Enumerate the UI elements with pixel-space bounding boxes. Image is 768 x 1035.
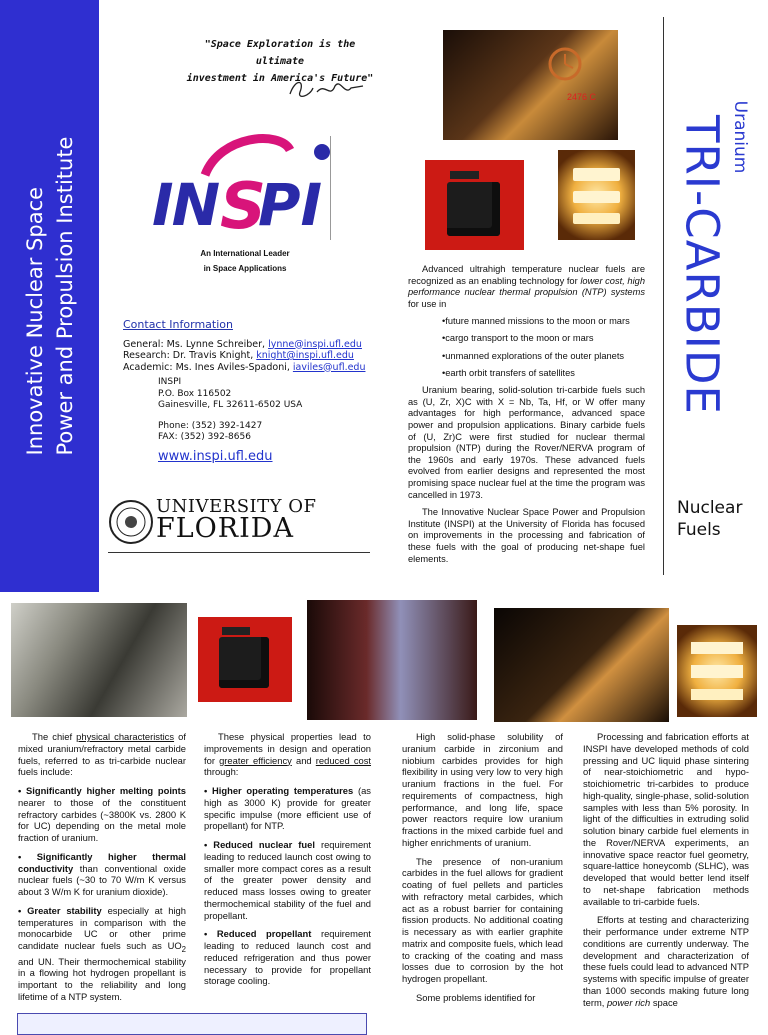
contact-academic: Academic: Ms. Ines Aviles-Spadoni, iaviles@ufl.edu — [123, 361, 366, 373]
title-nuclear-fuels: Nuclear Fuels — [677, 498, 743, 540]
signature-image — [285, 74, 370, 104]
list-item: •earth orbit transfers of satellites — [442, 367, 575, 378]
title-uranium: Uranium — [730, 100, 750, 174]
website-link[interactable]: www.inspi.ufl.edu — [158, 449, 273, 464]
glowing-fuel-photo — [677, 625, 757, 717]
column-characteristics: The chief physical characteristics of mixed uranium/refractory metal carbide fuels, referred to as tri-carbide nuclear fuels include: • Significantly higher melting points nearer to those of the constituent refractory carbides (~3800K vs. 2800 K for UC) depending on the metal mole fraction of uranium. • Significantly higher thermal conductivity than conventional oxide nuclear fuels (~30 to 70 W/m K versus about 3 W/m K for uranium dioxide). • Greater stability especially at high temperatures in comparison with the monocarbide UC or other prime candidate nuclear fuels such as $UO_2$ and UN. Their thermochemical stability in a flowing hot hydrogen propellant is important to the reliability and long lifetime of a NTP system. — [18, 731, 186, 1002]
tagline: An International Leader in Space Applications — [200, 249, 290, 273]
contact-research: Research: Dr. Travis Knight, knight@inspi.ufl.edu — [123, 350, 354, 361]
column-solubility: High solid-phase solubility of uranium carbide in zirconium and niobium carbides provides for high flexibility in using very low to very high uranium fractions in the fuel. For requirements of compactness, high performance, and long life, space power reactors require low uranium fractions in the mixed carbide fuel and higher enrichments of uranium. The presence of non-uranium carbides in the fuel allows for gradient coating of fuel pellets and particles with refractory metal carbides, which act as a robust barrier for containing fission products. No additional coating is necessary as with earlier graphite matrix and composite fuels, which lead to cracking of the coating and mass losses due to corrosion by the hot hydrogen propellant. Some problems identified for — [402, 731, 564, 1003]
lab-photo-pyrometer — [443, 30, 618, 140]
temperature-label: 2476 C — [566, 92, 596, 102]
general-email-link[interactable]: lynne@inspi.ufl.edu — [268, 338, 362, 350]
logo-divider — [330, 136, 331, 240]
list-item: •unmanned explorations of the outer planets — [442, 350, 625, 361]
svg-text:PI: PI — [258, 171, 323, 239]
intro-text: Advanced ultrahigh temperature nuclear fuels are recognized as an enabling technology for lower cost, high performance nuclear thermal propulsion (NTP) systems for use in •future manned missions to the moon or mars •cargo transport to the moon or mars •unmanned explorations of the outer planets •earth orbit transfers of satellites Uranium bearing, solid-solution tri-carbide fuels such as (U, Zr, X)C with X = Nb, Ta, Hf, or W offer many advantages for high performance, advanced space power and propulsion applications. Binary carbide fuels of (U, Zr)C were first studied for nuclear thermal propulsion (NTP) during the Rover/NERVA program of the 1960s and early 1970s. These advanced fuels evolved from earlier designs and represented the most promising space nuclear fuel at the time the program was cancelled in 1973. The Innovative Nuclear Space Power and Propulsion Institute (INSPI) at the University of Florida has focused on improvements in the processing and fabrication of these fuels with the goal of producing net-shape fuel elements. — [408, 264, 645, 564]
fuel-sample-photo — [425, 160, 524, 250]
inspi-logo — [150, 130, 340, 240]
title-divider — [663, 17, 664, 575]
contact-heading: Contact Information — [123, 318, 233, 331]
column-improvements: These physical properties lead to improvements in design and operation for greater efficiency and reduced cost through: • Higher operating temperatures (as high as 3000 K) provide for greater specific impulse (more efficient use of propellant) for NTP. • Reduced nuclear fuel requirement leading to reduced launch cost owing to smaller more compact cores as a result of the greater power density and reduced mass losses owing to greater thermochemical stability of the fuel and propellant. • Reduced propellant requirement leading to reduced launch cost and reduced refrigeration and thus power necessary to provide for propellant storage cooling. — [204, 731, 372, 987]
bush-quote: "Space Exploration is the ultimate investment in America's Future" — [186, 39, 374, 84]
list-item: •cargo transport to the moon or mars — [442, 333, 594, 344]
uf-wordmark: UNIVERSITY OF FLORIDA — [156, 496, 317, 544]
sidebar-banner — [0, 0, 99, 592]
uf-seal-icon — [108, 499, 154, 545]
lab-equipment-photo — [494, 608, 669, 722]
column-processing: Processing and fabrication efforts at INSPI have developed methods of cold pressing and UC liquid phase sintering of near-stoichiometric and hypo-stoichiometric tri-carbides to produce high-quality, single-phase, solid-solution samples with less than 5% porosity. In light of the difficulties in extruding solid solution binary carbide fuel elements in the Rover/NERVA experiments, an innovative space reactor fuel geometry, square-lattice honeycomb (SLHC), was developed that would better lend itself to net-shape fabrication methods available to tri-carbide fuels. Efforts at testing and characterizing their performance under extreme NTP conditions are currently underway. The development and characterization of these fuels could lead to advanced NTP systems with specific impulse of greater than 1000 seconds making future long term, power rich space — [583, 731, 749, 1008]
divider — [108, 552, 370, 553]
title-tricarbide: TRI-CARBIDE — [675, 115, 729, 415]
svg-text:IN: IN — [152, 171, 219, 239]
lab-researcher-photo — [11, 603, 187, 717]
bottom-box — [17, 1013, 367, 1035]
fuel-sample-photo — [198, 617, 292, 702]
academic-email-link[interactable]: iaviles@ufl.edu — [292, 361, 366, 373]
application-list — [408, 316, 645, 379]
mailing-address: INSPI P.O. Box 116502 Gainesville, FL 32611-6502 USA Phone: (352) 392-1427 FAX: (352) 392-8656 — [158, 377, 303, 442]
sidebar-title: Innovative Nuclear Space Power and Propulsion Institute — [22, 136, 77, 456]
contact-general: General: Ms. Lynne Schreiber, lynne@inspi.ufl.edu — [123, 338, 362, 350]
list-item: •future manned missions to the moon or mars — [442, 316, 630, 327]
svg-text:S: S — [220, 170, 267, 240]
furnace-photo — [307, 600, 477, 720]
contact-block — [123, 319, 393, 373]
glowing-fuel-photo — [558, 150, 635, 240]
research-email-link[interactable]: knight@inspi.ufl.edu — [256, 350, 354, 361]
